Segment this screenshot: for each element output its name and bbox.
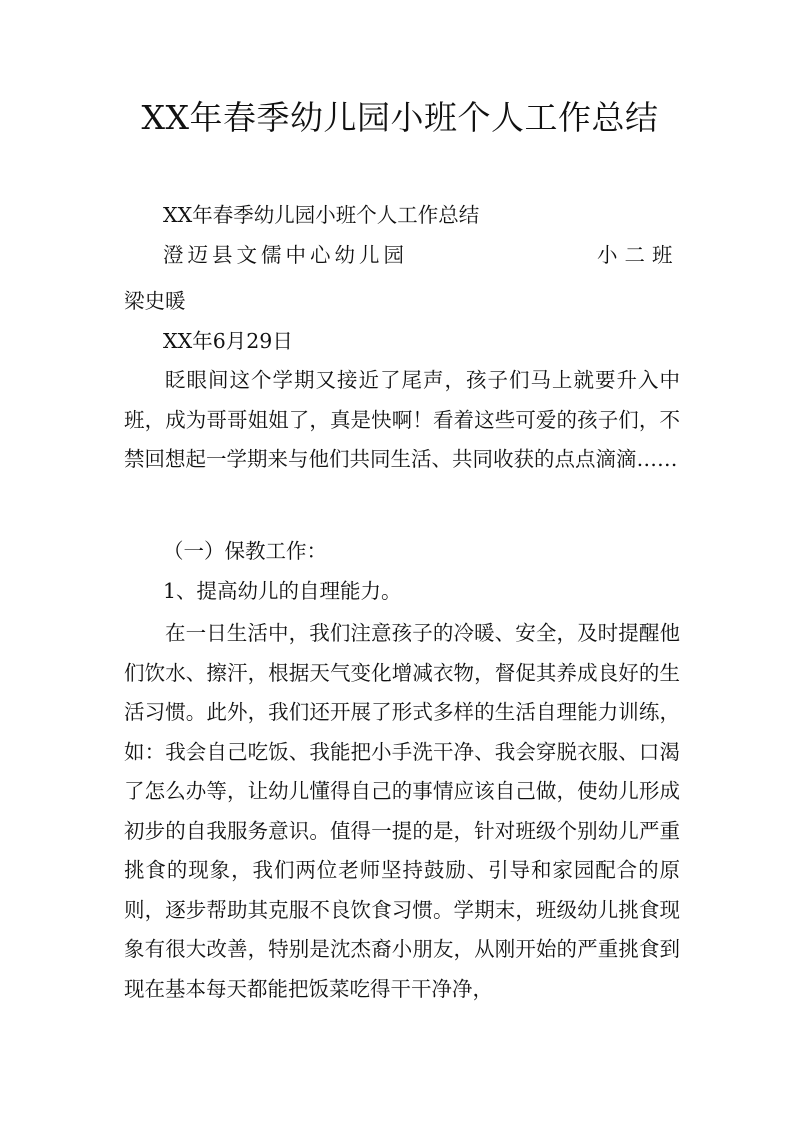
document-date: XX年6月29日 xyxy=(163,329,293,353)
author-name: 梁史暖 xyxy=(124,289,186,313)
document-title: XX年春季幼儿园小班个人工作总结 xyxy=(141,98,659,137)
list-item-heading: 1、提高幼儿的自理能力。 xyxy=(163,579,402,603)
intro-paragraph: 眨眼间这个学期又接近了尾声，孩子们马上就要升入中班，成为哥哥姐姐了，真是快啊！看着这些可爱的孩子们，不禁回想起一学期来与他们共同生活、共同收获的点点滴滴…… xyxy=(124,368,680,471)
class-name: 小二班 xyxy=(597,243,680,267)
school-name: 澄迈县文儒中心幼儿园 xyxy=(163,243,408,267)
section-heading: （一）保教工作： xyxy=(163,539,327,563)
document-subtitle: XX年春季幼儿园小班个人工作总结 xyxy=(163,203,480,227)
body-paragraph: 在一日生活中，我们注意孩子的冷暖、安全，及时提醒他们饮水、擦汗，根据天气变化增减衣物，督促其养成良好的生活习惯。此外，我们还开展了形式多样的生活自理能力训练，如：我会自己吃饭、我能把小手洗干净、我会穿脱衣服、口渴了怎么办等，让幼儿懂得自己的事情应该自己做，使幼儿形成初步的自我服务意识。值得一提的是，针对班级个别幼儿严重挑食的现象，我们两位老师坚持鼓励、引导和家园配合的原则，逐步帮助其克服不良饮食习惯。学期末，班级幼儿挑食现象有很大改善，特别是沈杰裔小朋友，从刚开始的严重挑食到现在基本每天都能把饭菜吃得干干净净， xyxy=(124,621,680,1001)
